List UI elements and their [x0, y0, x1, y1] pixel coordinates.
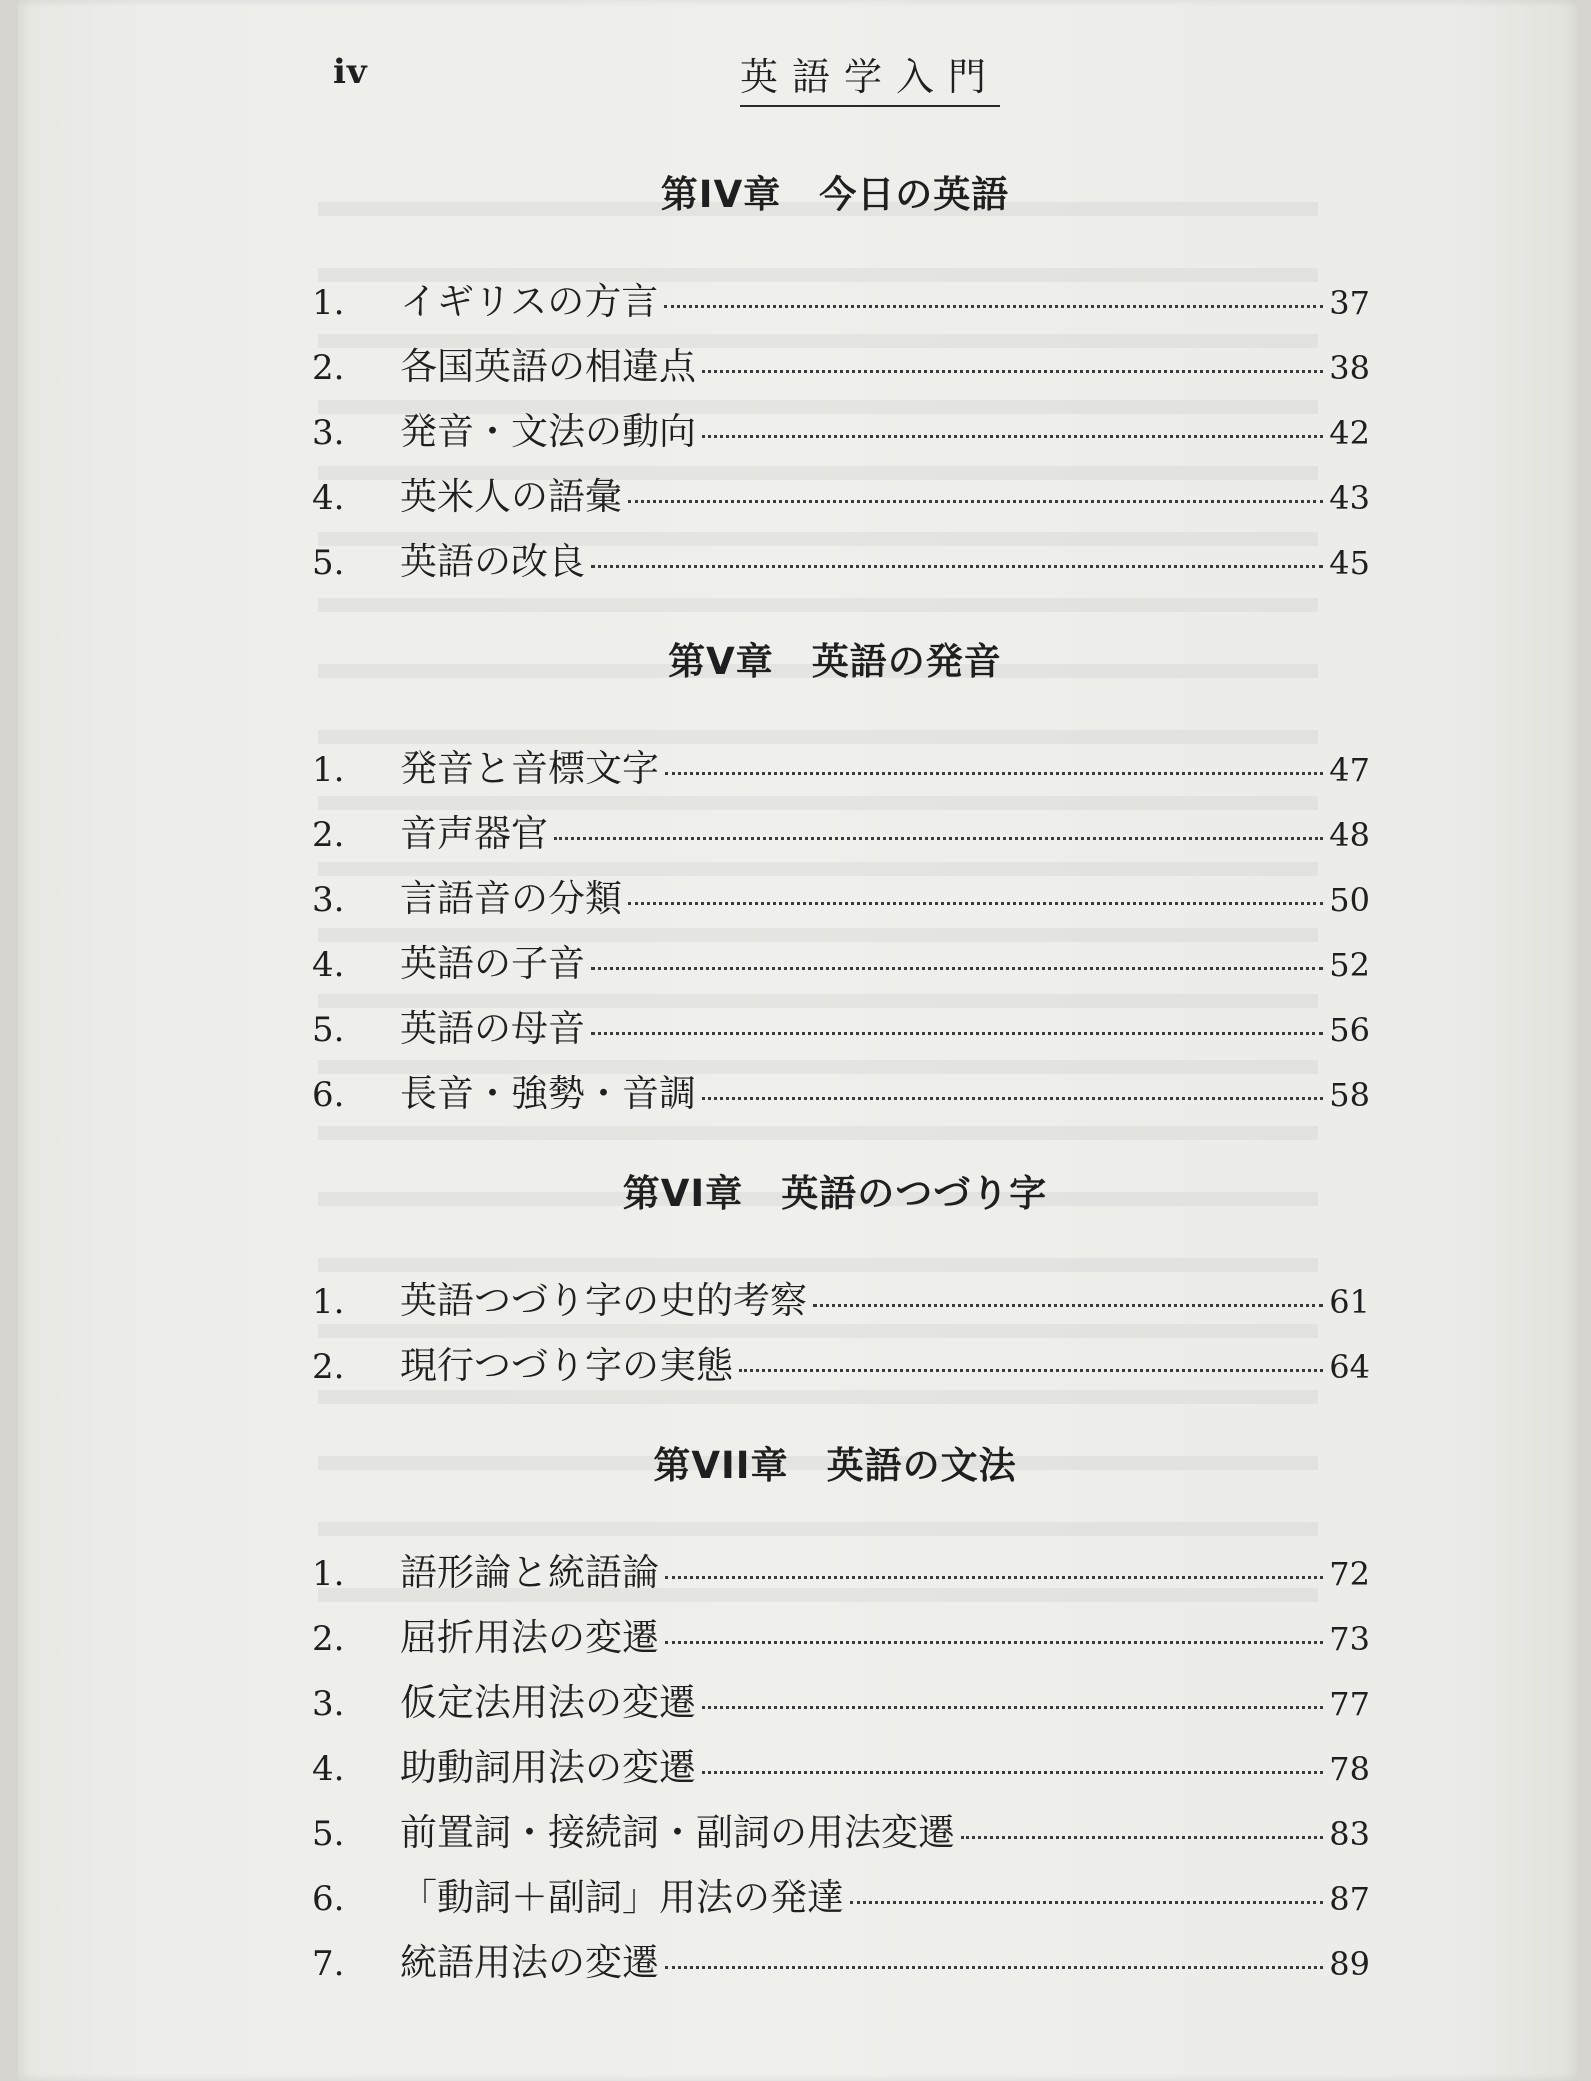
chapter-7 — [300, 1436, 1370, 1995]
dot-leader — [665, 1576, 1323, 1579]
entry-number: 4. — [312, 1749, 345, 1789]
entry-label: 助動詞用法の変遷 — [400, 1746, 696, 1789]
toc-entry — [300, 1800, 1370, 1865]
toc-entry — [300, 866, 1370, 931]
entry-number: 2. — [312, 348, 345, 388]
entry-number: 7. — [312, 1944, 345, 1984]
entry-number: 1. — [312, 283, 345, 323]
dot-leader — [591, 1032, 1323, 1035]
entry-page: 38 — [1329, 349, 1370, 387]
chapter-title: 第V章 英語の発音 — [668, 640, 1002, 683]
entry-label: 長音・強勢・音調 — [400, 1072, 696, 1115]
dot-leader — [591, 565, 1323, 568]
entry-page: 58 — [1329, 1076, 1370, 1114]
toc-entry — [300, 931, 1370, 996]
entry-page: 72 — [1329, 1555, 1370, 1593]
entry-page: 42 — [1329, 414, 1370, 452]
entry-page: 45 — [1329, 544, 1370, 582]
entry-number: 6. — [312, 1879, 345, 1919]
table-of-contents — [300, 165, 1370, 2033]
entry-page: 78 — [1329, 1750, 1370, 1788]
dot-leader — [628, 500, 1323, 503]
entry-number: 5. — [312, 1010, 345, 1050]
toc-entry — [300, 1735, 1370, 1800]
entry-label: 英語の子音 — [400, 942, 585, 985]
dot-leader — [664, 305, 1323, 308]
entry-number: 3. — [312, 413, 345, 453]
toc-entry — [300, 1268, 1370, 1333]
book-title: 英語学入門 — [740, 46, 1000, 107]
entry-number: 5. — [312, 543, 345, 583]
dot-leader — [665, 1966, 1323, 1969]
chapter-entries — [300, 736, 1370, 1126]
entry-label: 仮定法用法の変遷 — [400, 1681, 696, 1724]
dot-leader — [702, 1097, 1323, 1100]
entry-label: 英語の改良 — [400, 540, 585, 583]
toc-entry — [300, 1605, 1370, 1670]
chapter-6 — [300, 1164, 1370, 1398]
dot-leader — [961, 1836, 1323, 1839]
chapter-entries — [300, 1268, 1370, 1398]
toc-entry — [300, 1061, 1370, 1126]
entry-number: 1. — [312, 1282, 345, 1322]
entry-page: 50 — [1329, 881, 1370, 919]
dot-leader — [702, 1771, 1323, 1774]
chapter-title: 第VI章 英語のつづり字 — [622, 1172, 1048, 1215]
entry-label: 言語音の分類 — [400, 877, 622, 920]
entry-label: 「動詞＋副詞」用法の発達 — [400, 1876, 844, 1919]
entry-number: 3. — [312, 1684, 345, 1724]
dot-leader — [591, 967, 1323, 970]
entry-label: 発音・文法の動向 — [400, 410, 696, 453]
entry-label: イギリスの方言 — [400, 280, 659, 323]
entry-page: 56 — [1329, 1011, 1370, 1049]
entry-number: 3. — [312, 880, 345, 920]
toc-entry — [300, 1670, 1370, 1735]
entry-page: 87 — [1329, 1880, 1370, 1918]
entry-number: 1. — [312, 750, 345, 790]
entry-page: 52 — [1329, 946, 1370, 984]
entry-label: 各国英語の相違点 — [400, 345, 696, 388]
dot-leader — [702, 1706, 1323, 1709]
entry-number: 2. — [312, 1619, 345, 1659]
chapter-title: 第IV章 今日の英語 — [660, 173, 1010, 216]
toc-entry — [300, 801, 1370, 866]
chapter-5 — [300, 632, 1370, 1126]
entry-page: 37 — [1329, 284, 1370, 322]
entry-page: 89 — [1329, 1945, 1370, 1983]
entry-number: 4. — [312, 478, 345, 518]
dot-leader — [628, 902, 1323, 905]
entry-page: 48 — [1329, 816, 1370, 854]
toc-entry — [300, 399, 1370, 464]
entry-page: 77 — [1329, 1685, 1370, 1723]
dot-leader — [702, 370, 1323, 373]
running-head — [0, 0, 1591, 120]
toc-entry — [300, 269, 1370, 334]
toc-entry — [300, 1333, 1370, 1398]
entry-label: 発音と音標文字 — [400, 747, 659, 790]
entry-label: 英語つづり字の史的考察 — [400, 1279, 807, 1322]
entry-number: 6. — [312, 1075, 345, 1115]
entry-page: 43 — [1329, 479, 1370, 517]
toc-entry — [300, 1865, 1370, 1930]
entry-label: 語形論と統語論 — [400, 1551, 659, 1594]
dot-leader — [665, 1641, 1323, 1644]
toc-entry — [300, 464, 1370, 529]
dot-leader — [554, 837, 1323, 840]
entry-number: 4. — [312, 945, 345, 985]
toc-entry — [300, 1540, 1370, 1605]
entry-page: 83 — [1329, 1815, 1370, 1853]
entry-number: 1. — [312, 1554, 345, 1594]
chapter-4 — [300, 165, 1370, 594]
page-folio: iv — [333, 52, 368, 92]
dot-leader — [702, 435, 1323, 438]
entry-page: 73 — [1329, 1620, 1370, 1658]
entry-label: 音声器官 — [400, 812, 548, 855]
chapter-title: 第VII章 英語の文法 — [653, 1444, 1017, 1487]
entry-label: 英米人の語彙 — [400, 475, 622, 518]
chapter-entries — [300, 269, 1370, 594]
entry-label: 統語用法の変遷 — [400, 1941, 659, 1984]
entry-number: 5. — [312, 1814, 345, 1854]
entry-label: 前置詞・接続詞・副詞の用法変遷 — [400, 1811, 955, 1854]
entry-number: 2. — [312, 1347, 345, 1387]
entry-label: 英語の母音 — [400, 1007, 585, 1050]
entry-page: 61 — [1329, 1283, 1370, 1321]
entry-number: 2. — [312, 815, 345, 855]
dot-leader — [665, 772, 1323, 775]
dot-leader — [813, 1304, 1323, 1307]
toc-entry — [300, 1930, 1370, 1995]
toc-entry — [300, 334, 1370, 399]
entry-page: 64 — [1329, 1348, 1370, 1386]
dot-leader — [850, 1901, 1323, 1904]
entry-label: 現行つづり字の実態 — [400, 1344, 733, 1387]
toc-entry — [300, 736, 1370, 801]
entry-label: 屈折用法の変遷 — [400, 1616, 659, 1659]
chapter-entries — [300, 1540, 1370, 1995]
toc-entry — [300, 529, 1370, 594]
entry-page: 47 — [1329, 751, 1370, 789]
toc-entry — [300, 996, 1370, 1061]
dot-leader — [739, 1369, 1323, 1372]
